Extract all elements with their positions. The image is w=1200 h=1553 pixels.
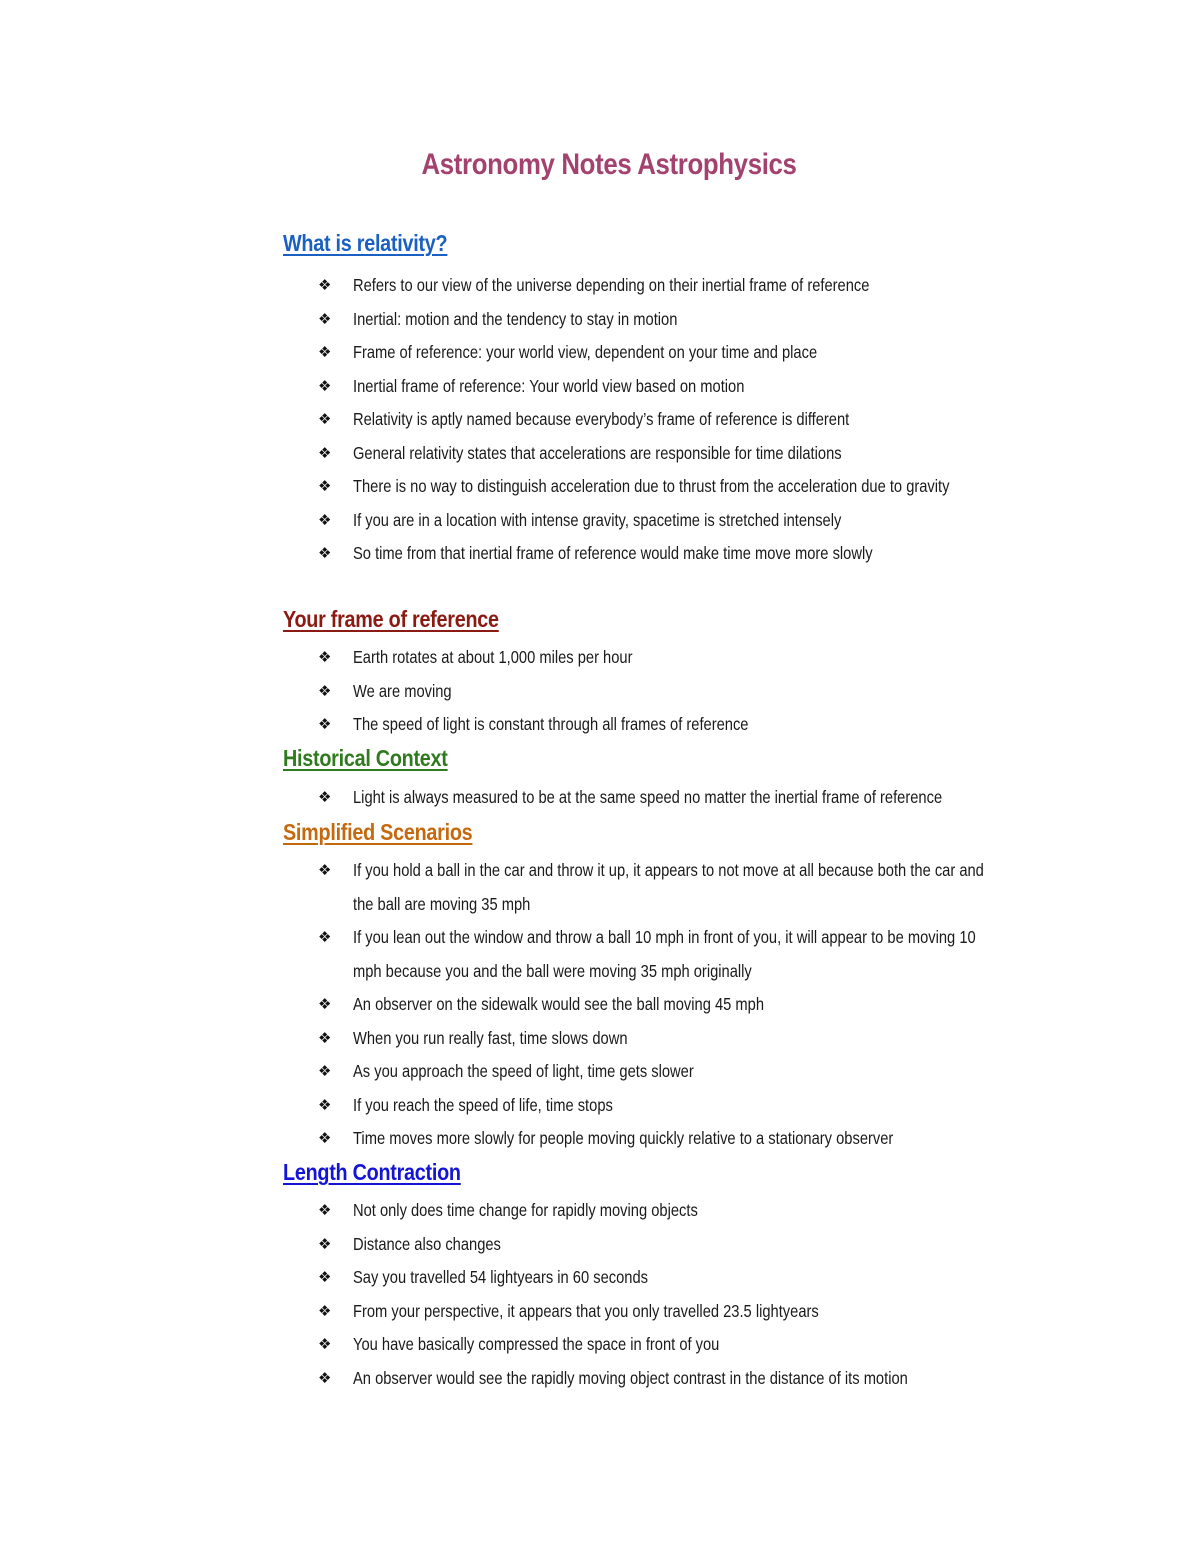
bullet-item	[318, 537, 1078, 571]
bullet-item	[318, 370, 1078, 404]
bullet-item	[318, 303, 1078, 337]
bullet-list-what-is-relativity	[318, 269, 1078, 571]
bullet-text: An observer on the sidewalk would see the ball moving 45 mph	[353, 994, 765, 1014]
diamond-bullet-icon: ❖	[318, 929, 332, 946]
bullet-text: When you run really fast, time slows down	[353, 1027, 628, 1048]
bullet-text: We are moving	[353, 680, 452, 701]
diamond-bullet-icon: ❖	[318, 1235, 332, 1253]
bullet-list-your-frame-of-reference	[318, 641, 1078, 742]
diamond-bullet-icon: ❖	[318, 377, 332, 395]
bullet-item	[318, 403, 1078, 437]
bullet-item	[318, 1194, 1078, 1228]
bullet-item	[318, 1228, 1078, 1262]
bullet-text: Relativity is aptly named because everybody’s frame of reference is different	[353, 409, 850, 429]
bullet-item	[318, 504, 1078, 538]
bullet-item	[318, 269, 1078, 303]
diamond-bullet-icon: ❖	[318, 649, 332, 666]
diamond-bullet-icon: ❖	[318, 511, 332, 529]
bullet-item	[318, 675, 1078, 709]
bullet-text: Say you travelled 54 lightyears in 60 seconds	[353, 1267, 648, 1287]
bullet-item	[318, 781, 1078, 815]
bullet-text: There is no way to distinguish acceleration due to thrust from the acceleration due to gravity	[353, 476, 950, 496]
section-heading-length-contraction: Length Contraction	[283, 1159, 461, 1185]
bullet-text: If you lean out the window and throw a ball 10 mph in front of you, it will appear to be moving 10	[353, 927, 976, 947]
bullet-item	[318, 1089, 1078, 1123]
diamond-bullet-icon: ❖	[318, 1269, 332, 1286]
bullet-item	[318, 1261, 1078, 1295]
bullet-text: You have basically compressed the space in front of you	[353, 1334, 720, 1354]
diamond-bullet-icon: ❖	[318, 478, 332, 495]
bullet-text: If you hold a ball in the car and throw it up, it appears to not move at all because both the car and	[353, 860, 984, 880]
section-heading-your-frame-of-reference: Your frame of reference	[283, 606, 499, 632]
bullet-item	[318, 921, 1078, 988]
diamond-bullet-icon: ❖	[318, 411, 332, 428]
bullet-item	[318, 854, 1078, 921]
bullet-item	[318, 1295, 1078, 1329]
bullet-item	[318, 988, 1078, 1022]
diamond-bullet-icon: ❖	[318, 545, 332, 562]
bullet-text: Frame of reference: your world view, dependent on your time and place	[353, 342, 818, 362]
diamond-bullet-icon: ❖	[318, 1130, 332, 1147]
diamond-bullet-icon: ❖	[318, 1302, 332, 1320]
diamond-bullet-icon: ❖	[318, 1063, 332, 1080]
diamond-bullet-icon: ❖	[318, 444, 332, 462]
bullet-item	[318, 708, 1078, 742]
bullet-text: If you are in a location with intense gravity, spacetime is stretched intensely	[353, 509, 842, 530]
bullet-text: Not only does time change for rapidly moving objects	[353, 1200, 698, 1220]
bullet-item	[318, 437, 1078, 471]
bullet-item	[318, 641, 1078, 675]
diamond-bullet-icon: ❖	[318, 310, 332, 328]
bullet-text: Refers to our view of the universe depending on their inertial frame of reference	[353, 275, 870, 295]
diamond-bullet-icon: ❖	[318, 344, 332, 361]
section-heading-historical-context: Historical Context	[283, 745, 448, 771]
bullet-list-historical-context	[318, 781, 1078, 815]
bullet-text: General relativity states that accelerations are responsible for time dilations	[353, 442, 842, 463]
section-heading-simplified-scenarios: Simplified Scenarios	[283, 819, 473, 845]
document-title: Astronomy Notes Astrophysics	[421, 148, 797, 181]
bullet-text: Inertial frame of reference: Your world view based on motion	[353, 375, 745, 396]
bullet-text: If you reach the speed of life, time stops	[353, 1094, 613, 1115]
bullet-item	[318, 1055, 1078, 1089]
bullet-item	[318, 470, 1078, 504]
bullet-text: From your perspective, it appears that you only travelled 23.5 lightyears	[353, 1300, 819, 1321]
bullet-text: Light is always measured to be at the same speed no matter the inertial frame of reference	[353, 787, 943, 807]
bullet-text: The speed of light is constant through all frames of reference	[353, 714, 749, 734]
diamond-bullet-icon: ❖	[318, 1029, 332, 1047]
diamond-bullet-icon: ❖	[318, 1369, 332, 1387]
bullet-text: Earth rotates at about 1,000 miles per hour	[353, 647, 633, 667]
bullet-item	[318, 1362, 1078, 1396]
bullet-text: mph because you and the ball were moving 35 mph originally	[353, 960, 752, 981]
diamond-bullet-icon: ❖	[318, 277, 332, 294]
section-heading-what-is-relativity: What is relativity?	[283, 230, 448, 256]
bullet-item	[318, 1022, 1078, 1056]
diamond-bullet-icon: ❖	[318, 682, 332, 700]
bullet-text: the ball are moving 35 mph	[353, 893, 531, 914]
bullet-list-length-contraction	[318, 1194, 1078, 1395]
bullet-text: Time moves more slowly for people moving quickly relative to a stationary observer	[353, 1128, 894, 1148]
diamond-bullet-icon: ❖	[318, 1336, 332, 1353]
diamond-bullet-icon: ❖	[318, 1096, 332, 1114]
diamond-bullet-icon: ❖	[318, 716, 332, 733]
diamond-bullet-icon: ❖	[318, 862, 332, 879]
diamond-bullet-icon: ❖	[318, 996, 332, 1013]
diamond-bullet-icon: ❖	[318, 1202, 332, 1219]
bullet-text: Inertial: motion and the tendency to stay in motion	[353, 308, 678, 329]
diamond-bullet-icon: ❖	[318, 789, 332, 806]
bullet-item	[318, 1328, 1078, 1362]
bullet-text: So time from that inertial frame of reference would make time move more slowly	[353, 543, 873, 563]
bullet-item	[318, 1122, 1078, 1156]
bullet-text: Distance also changes	[353, 1233, 501, 1254]
bullet-text: As you approach the speed of light, time gets slower	[353, 1061, 694, 1081]
bullet-item	[318, 336, 1078, 370]
bullet-text: An observer would see the rapidly moving object contrast in the distance of its motion	[353, 1367, 908, 1388]
bullet-list-simplified-scenarios	[318, 854, 1078, 1156]
